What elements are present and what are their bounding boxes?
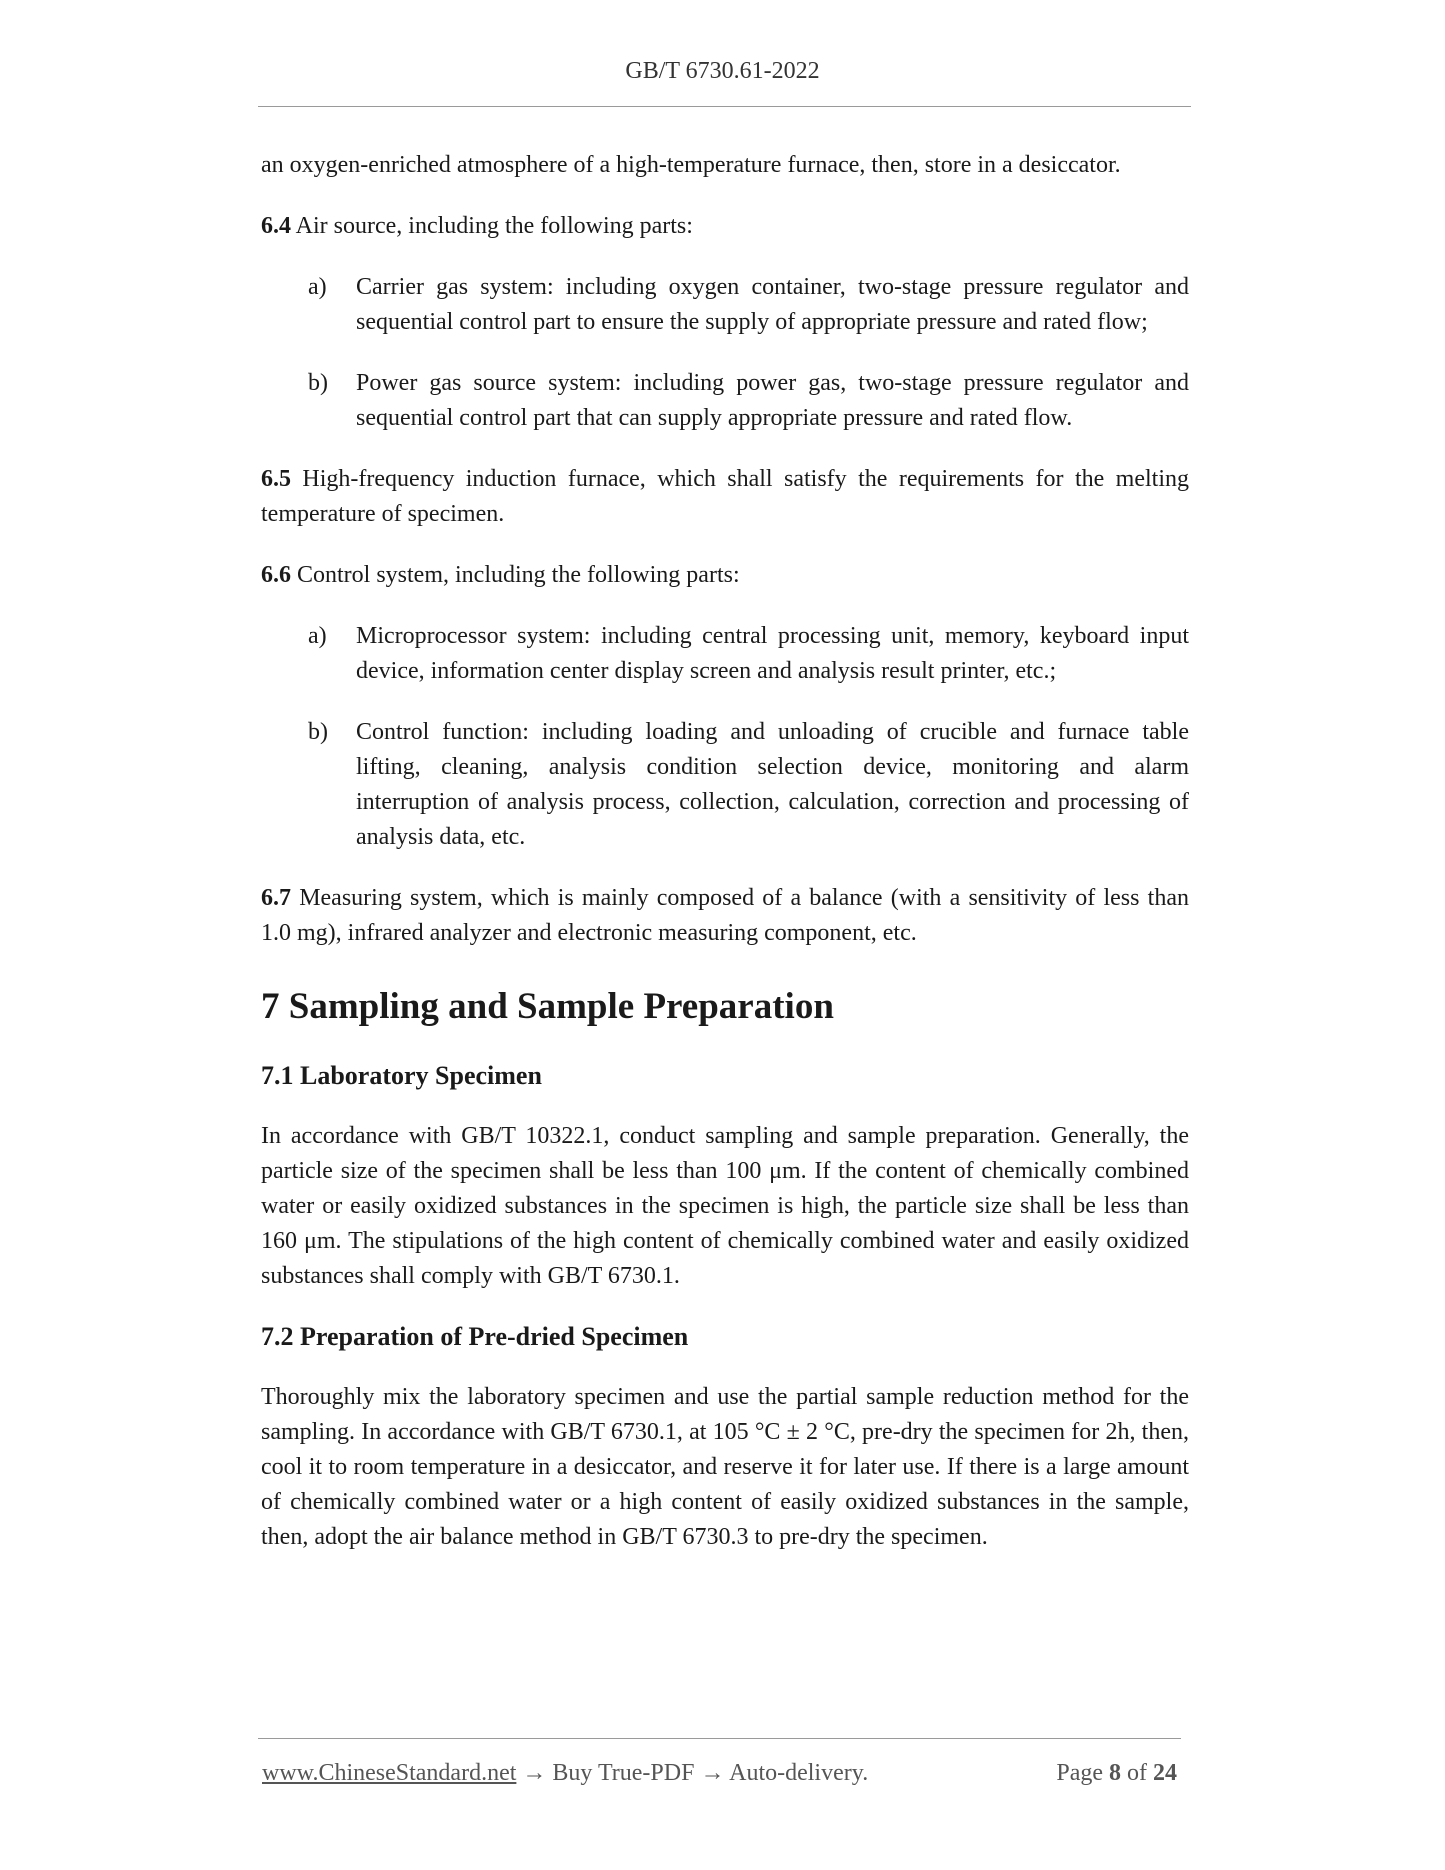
page-number: 8 <box>1109 1760 1121 1786</box>
section-heading-7: 7 Sampling and Sample Preparation <box>261 986 834 1027</box>
subsection-heading-7-2: 7.2 Preparation of Pre-dried Specimen <box>261 1322 689 1351</box>
paragraph-7-1: In accordance with GB/T 10322.1, conduct sampling and sample preparation. Generally, the particle size of the specimen shall be less than 100 μm. If the content of chemically combined water or easily oxidized substances in the specimen is high, the particle size shall be less than 160 μm. The stipulations of the high content of chemically combined water and easily oxidized substances shall comply with GB/T 6730.1. <box>261 1123 1189 1289</box>
list-item <box>261 619 1189 689</box>
list-marker: b) <box>308 370 328 396</box>
list-marker: a) <box>308 274 327 300</box>
page-body <box>261 148 1189 1581</box>
paragraph-7-2: Thoroughly mix the laboratory specimen and use the partial sample reduction method for the sampling. In accordance with GB/T 6730.1, at 105 °C ± 2 °C, pre-dry the specimen for 2h, then, cool it to room temperature in a desiccator, and reserve it for later use. If there is a large amount of chemically combined water or a high content of easily oxidized substances in the sample, then, adopt the air balance method in GB/T 6730.3 to pre-dry the specimen. <box>261 1384 1189 1550</box>
clause-text: High-frequency induction furnace, which shall satisfy the requirements for the melting temperature of specimen. <box>261 466 1189 527</box>
clause-text: Air source, including the following parts: <box>291 213 693 239</box>
header-divider <box>258 106 1191 107</box>
header-doc-id: GB/T 6730.61-2022 <box>625 58 820 84</box>
list-item-text: Carrier gas system: including oxygen container, two-stage pressure regulator and sequential control part to ensure the supply of appropriate pressure and rated flow; <box>356 274 1189 335</box>
clause-number: 6.4 <box>261 213 291 239</box>
clause-text: Measuring system, which is mainly composed of a balance (with a sensitivity of less than 1.0 mg), infrared analyzer and electronic measuring component, etc. <box>261 885 1189 946</box>
list-item <box>261 366 1189 436</box>
page-word: Page <box>1056 1760 1109 1786</box>
website-link[interactable]: www.ChineseStandard.net <box>262 1760 517 1786</box>
continuation-paragraph: an oxygen-enriched atmosphere of a high-temperature furnace, then, store in a desiccator. <box>261 152 1121 178</box>
page-footer <box>262 1756 1181 1790</box>
clause-6-6 <box>261 558 1189 593</box>
clause-number: 6.6 <box>261 562 291 588</box>
of-word: of <box>1121 1760 1153 1786</box>
footer-divider <box>258 1738 1181 1739</box>
clause-6-7 <box>261 881 1189 951</box>
footer-promo: → Buy True-PDF → Auto-delivery. <box>516 1760 869 1786</box>
clause-number: 6.7 <box>261 885 291 911</box>
clause-6-5 <box>261 462 1189 532</box>
list-marker: b) <box>308 719 328 745</box>
list-item-text: Power gas source system: including power gas, two-stage pressure regulator and sequential control part that can supply appropriate pressure and rated flow. <box>356 370 1189 431</box>
list-item <box>261 715 1189 855</box>
clause-6-4 <box>261 209 1189 244</box>
list-item <box>261 270 1189 340</box>
list-item-text: Control function: including loading and unloading of crucible and furnace table lifting, cleaning, analysis condition selection device, monitoring and alarm interruption of analysis process, collection, calculation, correction and processing of analysis data, etc. <box>356 719 1189 850</box>
page-indicator <box>1056 1756 1177 1790</box>
clause-number: 6.5 <box>261 466 291 492</box>
clause-text: Control system, including the following parts: <box>291 562 740 588</box>
page-total: 24 <box>1153 1760 1177 1786</box>
list-item-text: Microprocessor system: including central processing unit, memory, keyboard input device, information center display screen and analysis result printer, etc.; <box>356 623 1189 684</box>
subsection-heading-7-1: 7.1 Laboratory Specimen <box>261 1061 542 1090</box>
list-marker: a) <box>308 623 327 649</box>
